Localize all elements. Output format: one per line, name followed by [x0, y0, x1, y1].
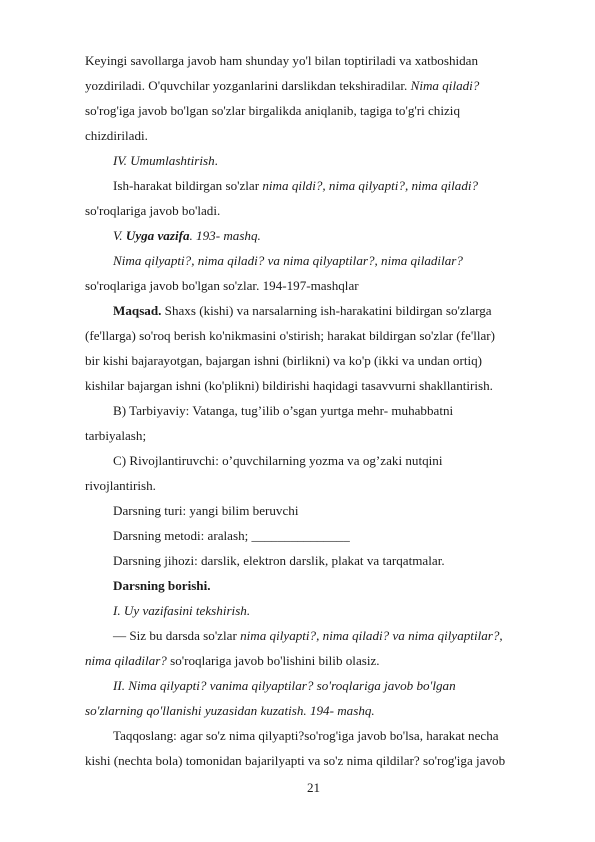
text-line: Darsning turi: yangi bilim beruvchi [113, 503, 299, 518]
text-line: so'roqlariga javob bo'ladi. [85, 203, 221, 218]
text-line: Keyingi savollarga javob ham shunday yo'l bilan toptiriladi va xatboshidan [85, 53, 479, 68]
text-line: Taqqoslang: agar so'z nima qilyapti?so'rog'iga javob bo'lsa, harakat necha [113, 728, 499, 743]
text-line: B) Tarbiyaviy: Vatanga, tug’ilib o’sgan yurtga mehr- muhabbatni [113, 403, 454, 418]
section-heading: V. Uyga vazifa. 193- mashq. [113, 228, 261, 243]
text-line: rivojlantirish. [85, 478, 156, 493]
text-line: kishi (nechta bola) tomonidan bajarilyapti va so'z nima qildilar? so'rog'iga javob [85, 753, 506, 768]
lesson-title: Nima qilyapti?, nima qiladi? va nima qilyaptilar?, nima qiladilar? [113, 253, 463, 268]
section-heading: II. Nima qilyapti? vanima qilyaptilar? so'roqlariga javob bo'lgan [113, 678, 456, 693]
text-line: kishilar bajargan ishni (ko'plikni) bildirishi haqidagi tasavvurni shakllantirish. [85, 378, 493, 393]
text-line: C) Rivojlantiruvchi: o’quvchilarning yozma va og’zaki nutqini [113, 453, 443, 468]
text-line: chizdiriladi. [85, 128, 148, 143]
text-line: nima qiladilar? so'roqlariga javob bo'lishini bilib olasiz. [85, 653, 380, 668]
section-heading: Darsning borishi. [113, 578, 211, 593]
text-line: yozdiriladi. O'quvchilar yozganlarini darslikdan tekshiradilar. Nima qiladi? [85, 78, 480, 93]
text-line: Darsning metodi: aralash; _______________ [113, 528, 350, 543]
text-line: tarbiyalash; [85, 428, 147, 443]
text-line: Maqsad. Shaxs (kishi) va narsalarning ish-harakatini bildirgan so'zlarga [113, 303, 492, 318]
text-line: Ish-harakat bildirgan so'zlar nima qildi?, nima qilyapti?, nima qiladi? [113, 178, 479, 193]
text-line: so'rog'iga javob bo'lgan so'zlar birgalikda aniqlanib, tagiga to'g'ri chiziq [85, 103, 460, 118]
text-line: bir kishi bajarayotgan, bajargan ishni (birlikni) va ko'p (ikki va undan ortiq) [85, 353, 483, 368]
text-line: Darsning jihozi: darslik, elektron darslik, plakat va tarqatmalar. [113, 553, 445, 568]
text-line: — Siz bu darsda so'zlar nima qilyapti?, nima qiladi? va nima qilyaptilar?, [113, 628, 503, 643]
section-heading: so'zlarning qo'llanishi yuzasidan kuzatish. 194- mashq. [85, 703, 375, 718]
page-number: 21 [306, 780, 321, 795]
section-heading: IV. Umumlashtirish. [113, 153, 218, 168]
section-heading: I. Uy vazifasini tekshirish. [113, 603, 251, 618]
text-line: so'roqlariga javob bo'lgan so'zlar. 194-197-mashqlar [85, 278, 359, 293]
text-line: (fe'llarga) so'roq berish ko'nikmasini o'stirish; harakat bildirgan so'zlar (fe'llar) [85, 328, 496, 343]
